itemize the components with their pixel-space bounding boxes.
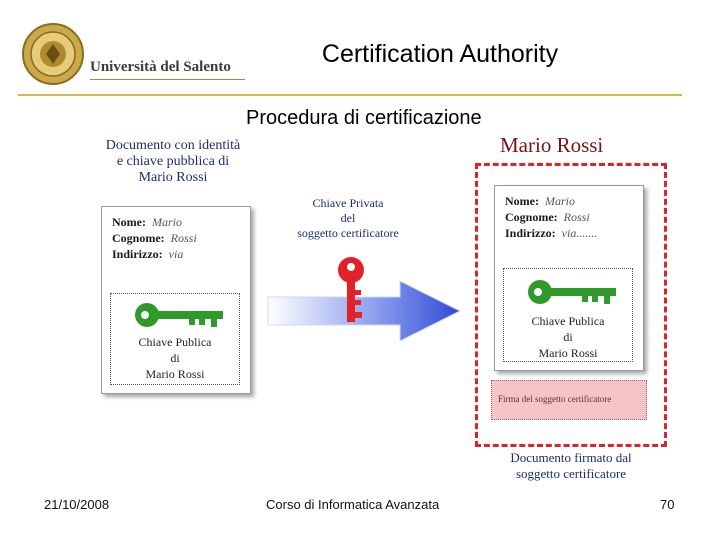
footer-date: 21/10/2008 (44, 497, 110, 512)
private-key-label: Chiave Privata del soggetto certificatore (297, 196, 399, 240)
left-title-line2: e chiave pubblica di (116, 154, 230, 169)
university-name: Università del Salento (90, 59, 231, 75)
left-document-title (88, 138, 258, 186)
right-nome-field: Nome: Mario (505, 194, 575, 208)
left-nome-field: Nome: Mario (112, 215, 182, 229)
footer-course: Corso di Informatica Avanzata (266, 497, 440, 512)
left-document-card (101, 206, 251, 394)
signed-document-caption: Documento firmato dal soggetto certificatore (510, 450, 632, 481)
right-key-area (503, 268, 633, 362)
signature-label: Firma del soggetto certificatore (498, 394, 612, 404)
slide-subtitle: Procedura di certificazione (246, 107, 482, 129)
signature-box (491, 380, 647, 420)
footer-page-number: 70 (660, 497, 675, 512)
left-title-line1: Documento con identità (105, 138, 241, 153)
slide-title: Certification Authority (321, 40, 559, 68)
university-logo (20, 22, 250, 86)
left-title-line3: Mario Rossi (138, 170, 208, 185)
green-key-icon (526, 277, 626, 307)
left-key-area (110, 293, 240, 385)
right-indirizzo-field: Indirizzo: via....... (505, 226, 598, 240)
logo-underline (90, 79, 245, 80)
red-key-icon (333, 256, 373, 326)
left-cognome-field: Cognome: Rossi (112, 231, 197, 245)
right-owner-name: Mario Rossi (500, 133, 604, 157)
title-divider (18, 94, 682, 96)
right-document-card (494, 185, 644, 371)
left-indirizzo-field: Indirizzo: via (112, 247, 184, 261)
green-key-icon (133, 300, 233, 330)
right-cognome-field: Cognome: Rossi (505, 210, 590, 224)
right-key-caption: Chiave Publica di Mario Rossi (531, 314, 605, 360)
university-seal-icon (20, 22, 86, 86)
left-key-caption: Chiave Publica di Mario Rossi (138, 335, 212, 381)
